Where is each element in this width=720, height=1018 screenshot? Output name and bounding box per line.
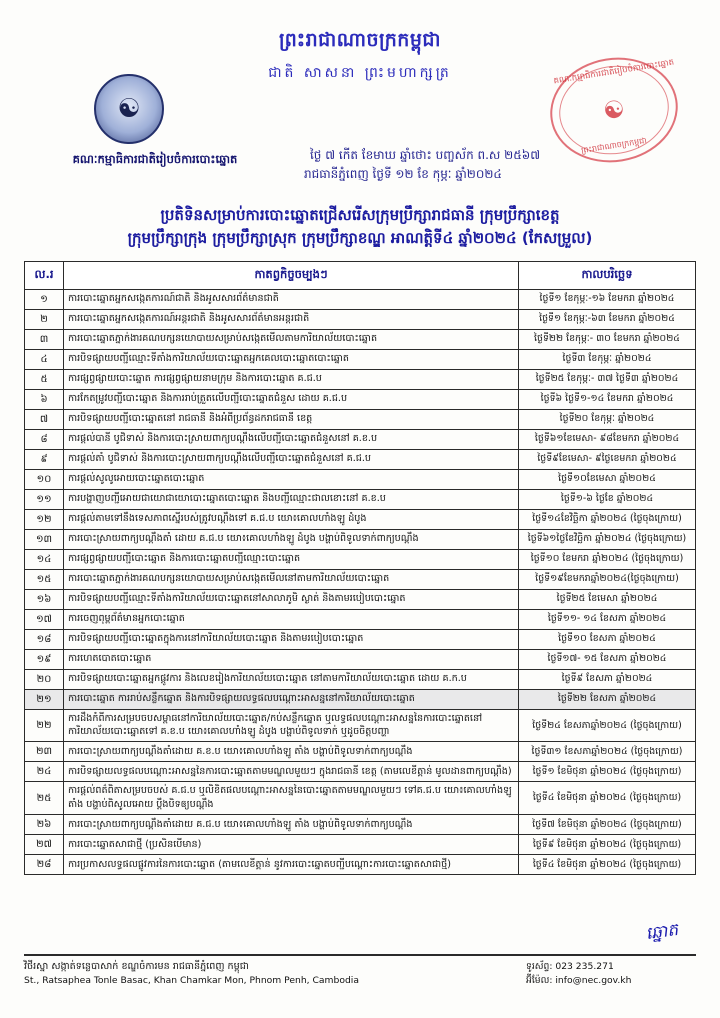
row-activity: ការកែតម្រូវបញ្ជីបោះឆ្នោត និងការរាប់ត្រួតលើបញ្ជីបោះឆ្នោតជំនួស ដោយ គ.ជ.ប [64,389,519,409]
row-number: ៥ [25,369,64,389]
row-number: ១៣ [25,529,64,549]
table-row [25,329,696,349]
seal-bottom-text: ព្រះរាជាណាចក្រកម្ពុជា [580,135,648,156]
row-number: ១៦ [25,589,64,609]
row-activity: ការបិទផ្សាយបញ្ជីឈ្មោះទីតាំងការិយាល័យបោះឆ្នោតអ្នកគេលបោះឆ្នោតបោះឆ្នោត [64,349,519,369]
row-number: ១២ [25,509,64,529]
document-header [0,0,720,200]
page-title-line-1: ប្រតិទិនសម្រាប់ការបោះឆ្នោតជ្រើសរើសក្រុមប្រឹក្សារាជធានី ក្រុមប្រឹក្សាខេត្ត [160,206,560,224]
row-number: ១០ [25,469,64,489]
row-number: ២៧ [25,835,64,855]
footer-address-en: St., Ratsaphea Tonle Basac, Khan Chamkar Mon, Phnom Penh, Cambodia [24,975,359,987]
footer-phone-label: ទូរស័ព្ទ [526,961,550,972]
table-row [25,589,696,609]
row-number: ២៦ [25,815,64,835]
row-date: ថ្ងៃទី៤ ខែមិថុនា ឆ្នាំ២០២៤ (ថ្ងៃចុងក្រោយ) [519,855,696,875]
row-date: ថ្ងៃទី៦ ថ្ងៃទី១-១៤ ខែមករា ឆ្នាំ២០២៤ [519,389,696,409]
row-activity: ការបិទផ្សាយបញ្ជីឈ្មោះទីតាំងការិយាល័យបោះឆ្នោតនៅសាលាភូមិ ស្ងាត់ និងតាមរបៀបបោះឆ្នោត [64,589,519,609]
table-row [25,509,696,529]
row-date: ថ្ងៃទី៣ ខែកុម្ភៈ ឆ្នាំ២០២៤ [519,349,696,369]
row-number: ១៨ [25,629,64,649]
row-activity: ការបោះឆ្នោតភ្នាក់ងារគណបក្សនយោបាយសម្រាប់សង្កេតមើលនៅតាមការិយាល័យបោះឆ្នោត [64,569,519,589]
document-footer [24,954,696,1018]
row-date: ថ្ងៃទី២៤ ខែសភាឆ្នាំ២០២៤ (ថ្ងៃចុងក្រោយ) [519,709,696,742]
seal-center-icon: ☯ [601,94,627,126]
calendar-table-wrapper [24,261,696,876]
table-header-row [25,261,696,289]
table-row [25,469,696,489]
table-row [25,815,696,835]
table-row [25,689,696,709]
national-emblem-icon [94,74,164,144]
row-activity: ការបោះស្រាយពាក្យបណ្ដឹងតាំ ដោយ គ.ជ.ប យោ៖គោលហាំងឡូ ដំបូង បង្ហាប់ពិទូលទាក់ពាក្យបណ្ដឹង [64,529,519,549]
page-title-line-2: ក្រុមប្រឹក្សាក្រុង ក្រុមប្រឹក្សាស្រុក ក្រុមប្រឹក្សាខណ្ឌ អាណត្តិទី៤ ឆ្នាំ២០២៤ (កែសម្រួល) [127,229,593,248]
table-row [25,529,696,549]
footer-row [24,960,696,988]
footer-contact [526,960,696,988]
row-date: ថ្ងៃទី៤ ខែមិថុនា ឆ្នាំ២០២៤ (ថ្ងៃចុងក្រោយ) [519,782,696,815]
kingdom-line-1: ព្រះរាជាណាចក្រកម្ពុជា [279,29,441,51]
row-date: ថ្ងៃទី១០ខែមេសា ឆ្នាំ២០២៤ [519,469,696,489]
row-date: ថ្ងៃទី១១- ១៤ ខែសភា ឆ្នាំ២០២៤ [519,609,696,629]
row-activity: ការផ្ដល់សូលូអោយបោះឆ្នោតបោះឆ្នោត [64,469,519,489]
row-activity: ការចេញពុម្ពព័ត៌មានអ្នកបោះឆ្នោត [64,609,519,629]
table-row [25,742,696,762]
row-activity: ការបោះឆ្នោត ការរាប់សន្លឹកឆ្នោត និងការបិទផ្សាយលទ្ធផលបណ្ដោះអាសន្ននៅការិយាល័យបោះឆ្នោត [64,689,519,709]
row-activity: ការបិទផ្សាយបោះឆ្នោតអ្នកផ្ដូវការ និងលេខរៀងការិយាល័យបោះឆ្នោត នៅតាមការិយាល័យបោះឆ្នោត ដោយ គ.ក.ប [64,669,519,689]
row-number: ៨ [25,429,64,449]
table-row [25,289,696,309]
row-number: ២៣ [25,742,64,762]
row-date: ថ្ងៃទី៦១ថ្ងៃខែវិច្ឆិកា ឆ្នាំ២០២៤ (ថ្ងៃចុងក្រោយ) [519,529,696,549]
table-row [25,429,696,449]
row-number: ២៥ [25,782,64,815]
column-header-no: ល.រ [25,261,64,289]
row-number: ២៨ [25,855,64,875]
row-activity: ការបោះឆ្នោតសាជាថ្មី (ប្រសិនបើមាន) [64,835,519,855]
table-row [25,669,696,689]
signature: ឆ្នោត [644,919,680,945]
row-number: ១៩ [25,649,64,669]
kingdom-line-2: ជាតិ សាសនា ព្រះមហាក្សត្រ [268,65,452,81]
row-date: ថ្ងៃទី៩ ខែសភា ឆ្នាំ២០២៤ [519,669,696,689]
table-row [25,409,696,429]
row-date: ថ្ងៃទី២២ ខែកុម្ភៈ- ៣០ ខែមករា ឆ្នាំ២០២៤ [519,329,696,349]
footer-phone [526,960,696,974]
table-row [25,709,696,742]
row-activity: ការផ្ដល់ពត៌ពិតាសម្របចបស់ គ.ជ.ប ឬលិខិតផលបណ្ដោះអាសន្ននៃបោះឆ្នោតតាមមណ្ឌលមួយៗ ទៅគ.ជ.ប យោ៖គោលហាំងឡូ តាំង បង្ហាប់ពិសូលអោយ ប្ដឹងបិទឲ្យបណ្ដឹង [64,782,519,815]
row-activity: ការប្រកាសលទ្ធផលផ្លូវការនៃការបោះឆ្នោត (តាមលេខីត្គាន់ នូវការបោះឆ្នោតបញ្ជីបណ្ដោះការបោះឆ្នោតសាជាថ្មី) [64,855,519,875]
row-activity: ការផ្សព្វផ្សាយបោះឆ្នោត ការផ្សព្វផ្សាយនាមក្រុម និងការបោះឆ្នោត គ.ជ.ប [64,369,519,389]
row-date: ថ្ងៃទី៩ ខែមិថុនា ឆ្នាំ២០២៤ (ថ្ងៃចុងក្រោយ) [519,835,696,855]
organization-name: គណៈកម្មាធិការជាតិរៀបចំការបោះឆ្នោត [72,152,238,166]
row-date: ថ្ងៃទី៣១ ខែសភាឆ្នាំ២០២៤ (ថ្ងៃចុងក្រោយ) [519,742,696,762]
row-date: ថ្ងៃទី១-៦ ថ្ងៃខែ ឆ្នាំ២០២៤ [519,489,696,509]
footer-email-label: អ៊ីម៉ែល [526,974,550,986]
emblem-figure-icon: ☯ [117,94,141,124]
row-date: ថ្ងៃទី៧ ខែមិថុនា ឆ្នាំ២០២៤ (ថ្ងៃចុងក្រោយ) [519,815,696,835]
table-body [25,289,696,875]
column-header-date: កាលបរិច្ឆេទ [519,261,696,289]
row-date: ថ្ងៃទី២២ ខែសភា ឆ្នាំ២០២៤ [519,689,696,709]
row-date: ថ្ងៃទី៩ខែមេសា- ៩ថ្ងៃខេមករា ឆ្នាំ២០២៤ [519,449,696,469]
date-gregorian: រាជធានីភ្នំពេញ ថ្ងៃទី ១២ ខែ កុម្ភៈ ឆ្នាំ២០២៤ [304,167,502,182]
row-number: ៣ [25,329,64,349]
row-number: ១១ [25,489,64,509]
row-number: ២៤ [25,762,64,782]
row-number: ២០ [25,669,64,689]
footer-address-kh: វិថីរស្នា សង្កាត់ទន្លេបាសាក់ ខណ្ឌចំការមន រាជធានីភ្នំពេញ កម្ពុជា [24,961,249,972]
row-date: ថ្ងៃទី១ ខែមិថុនា ឆ្នាំ២០២៤ (ថ្ងៃចុងក្រោយ) [519,762,696,782]
date-lunar: ថ្ងៃ ៧ កើត ខែមាឃ ឆ្នាំថោះ បញ្ចស័ក ព.ស ២៥៦៧ [310,148,541,162]
calendar-table [24,261,696,876]
seal-top-text: គណៈកម្មាធិការជាតិរៀបចំការបោះឆ្នោត [552,57,675,87]
footer-address [24,960,359,988]
column-header-activity: កាតព្វកិច្ចចម្បងៗ [64,261,519,289]
footer-email-value: : info@nec.gov.kh [549,974,632,986]
row-number: ២ [25,309,64,329]
table-row [25,369,696,389]
footer-phone-value: : 023 235.271 [549,961,614,972]
table-row [25,649,696,669]
table-row [25,782,696,815]
row-activity: ការបិទផ្សាយបញ្ជីបោះឆ្នោតនៅ រាជធានី និងអំពីប្រព័ន្ធដករាជធានី ខេត្ត [64,409,519,429]
row-activity: ការបោះឆ្នោតភ្នាក់ងារគណបក្សនយោបាយសម្រាប់សង្កេតមើលតាមការិយាល័យបោះឆ្នោត [64,329,519,349]
row-activity: ការផ្ដល់បានី បូជិទាស់ និងការបោះស្រាយពាក្យបណ្ដឹងលើបញ្ជីបោះឆ្នោតជំនួសនៅ គ.ខ.ប [64,429,519,449]
row-number: ១៧ [25,609,64,629]
row-date: ថ្ងៃទី១០ ខែសភា ឆ្នាំ២០២៤ [519,629,696,649]
row-activity: ការផ្តល់តាមទៅនឹងទេសភាពស្នើរបស់ត្រូវបណ្ដឹងទៅ គ.ជ.ប យោ៖គោលហាំងឡូ ដំបូង [64,509,519,529]
table-row [25,349,696,369]
row-number: ២២ [25,709,64,742]
row-activity: ការផ្សព្វផ្សាយបញ្ជីបោះឆ្នោត និងការបោះឆ្នោតបញ្ជីឈ្មោះបោះឆ្នោត [64,549,519,569]
table-row [25,609,696,629]
row-activity: ការដឹងកំពីការសម្របចបសម្ពាធនៅការិយាល័យបោះឆ្នោត/កប់សន្លឹកឆ្នោត ឬលទ្ធផលបណ្ដោះអាសន្ននៃការបោះឆ្នោតនៅការិយាល័យបោះឆ្នោតទៅ គ.ខ.ប យោ៖គោលហាំងឡូ ដំបូង បង្ហាប់ពិទូលទាក់ ឬដូចចិត្តបញ្ហា [64,709,519,742]
row-activity: ការបោះឆ្នោតអ្នកសង្កេតការណ៍អន្តរជាតិ និងអូសសារព័ត៌មានអន្តរជាតិ [64,309,519,329]
row-number: ១៤ [25,549,64,569]
date-block [300,146,570,184]
table-head [25,261,696,289]
row-number: ២១ [25,689,64,709]
table-row [25,309,696,329]
row-date: ថ្ងៃទី១ ខែកុម្ភៈ-៦៣ ខែមករា ឆ្នាំ២០២៤ [519,309,696,329]
row-activity: ការផ្ដល់តាំ បូជិទាស់ និងការបោះស្រាយពាក្យបណ្ដឹងលើបញ្ជីបោះឆ្នោតជំនួសនៅ គ.ជ.ប [64,449,519,469]
row-date: ថ្ងៃទី១៩ខែមករាឆ្នាំ២០២៤(ថ្ងៃចុងក្រោយ) [519,569,696,589]
row-date: ថ្ងៃទី២៥ ខែកុម្ភៈ- ៣៧ ថ្ងៃទី៣ ឆ្នាំ២០២៤ [519,369,696,389]
row-number: ១៥ [25,569,64,589]
table-row [25,629,696,649]
page-title [0,204,720,251]
row-number: ១ [25,289,64,309]
row-activity: ការបិទផ្សាយបញ្ជីបោះឆ្នោតក្នុងការនៅការិយាល័យបោះឆ្នោត និងតាមរបៀបបោះឆ្នោត [64,629,519,649]
row-date: ថ្ងៃទី១ ខែកុម្ភៈ-១៦ ខែមករា ឆ្នាំ២០២៤ [519,289,696,309]
row-activity: ការបិទផ្សាយលទ្ធផលបណ្ដោះអាសន្ននៃការបោះឆ្នោតតាមមណ្ឌលមួយៗ ក្នុងរាជធានី ខេត្ត (តាមលេខីត្គាន់ មូលដានពាក្យបណ្ដឹង) [64,762,519,782]
table-row [25,569,696,589]
row-date: ថ្ងៃទី៦១ខែមេសា- ៩៨ខែមករា ឆ្នាំ២០២៤ [519,429,696,449]
table-row [25,855,696,875]
table-row [25,835,696,855]
table-row [25,762,696,782]
row-activity: ការបោះស្រាយពាក្យបណ្ដឹងតាំដោយ គ.ជ.ប យោ៖គោលហាំងឡូ តាំង បង្ហាប់ពិទូលទាក់ពាក្យបណ្ដឹង [64,815,519,835]
table-row [25,549,696,569]
row-activity: ការហេតបោតបោះឆ្នោត [64,649,519,669]
row-date: ថ្ងៃទី១០ ខែមករា ឆ្នាំ២០២៤ (ថ្ងៃចុងក្រោយ) [519,549,696,569]
row-date: ថ្ងៃទី២០ ខែកុម្ភៈ ឆ្នាំ២០២៤ [519,409,696,429]
table-row [25,449,696,469]
row-number: ៧ [25,409,64,429]
row-activity: ការបង្ហាញបញ្ជីអោយជាយោជាយោបោះឆ្នោតបោះឆ្នោត និងបញ្ជីឈ្មោះជាលខោះនៅ គ.ខ.ប [64,489,519,509]
row-activity: ការបោះឆ្នោតអ្នកសង្កេតការណ៍ជាតិ និងអូសសារព័ត៌មានជាតិ [64,289,519,309]
row-number: ៩ [25,449,64,469]
row-date: ថ្ងៃទី២៥ ខែមេសា ឆ្នាំ២០២៤ [519,589,696,609]
row-activity: ការបោះស្រាយពាក្យបណ្ដឹងតាំដោយ គ.ខ.ប យោ៖គោលហាំងឡូ តាំង បង្ហាប់ពិទូលទាក់ពាក្យបណ្ដឹង [64,742,519,762]
footer-email [526,974,696,988]
table-row [25,389,696,409]
row-number: ៤ [25,349,64,369]
row-date: ថ្ងៃទី១៧- ១៥ ខែសភា ឆ្នាំ២០២៤ [519,649,696,669]
row-number: ៦ [25,389,64,409]
row-date: ថ្ងៃទី១៤ខែវិច្ឆិកា ឆ្នាំ២០២៤ (ថ្ងៃចុងក្រោយ) [519,509,696,529]
table-row [25,489,696,509]
